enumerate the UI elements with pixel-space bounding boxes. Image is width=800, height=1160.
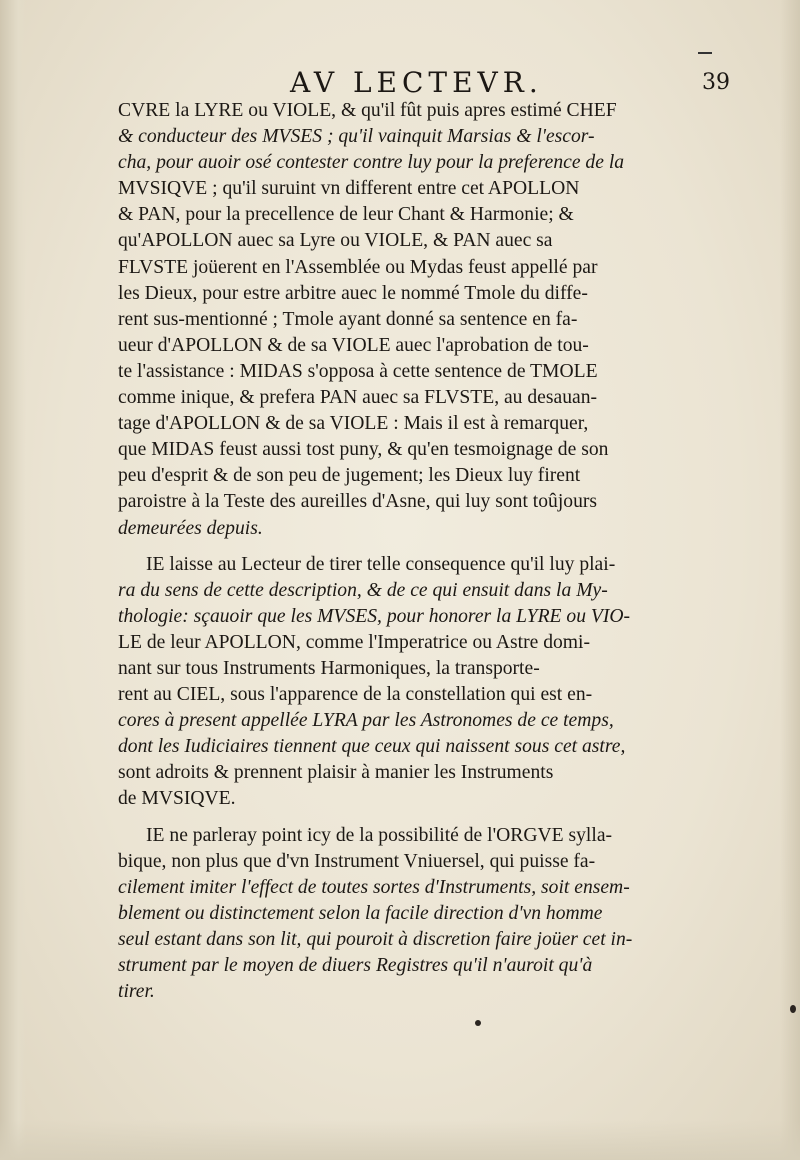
page-left-shadow xyxy=(0,0,26,1160)
text-line: strument par le moyen de diuers Registres qu'il n'auroit qu'à xyxy=(118,955,593,976)
text-line: paroistre à la Teste des aureilles d'Asne, qui luy sont toûjours xyxy=(118,491,598,513)
text-line: & PAN, pour la precellence de leur Chant & Harmonie; & xyxy=(118,204,574,226)
text-line: te l'assistance : MIDAS s'opposa à cette sentence de TMOLE xyxy=(118,360,598,382)
text-line: rent sus-mentionné ; Tmole ayant donné sa sentence en fa- xyxy=(118,308,578,330)
ink-mark xyxy=(698,52,712,54)
text-line: MVSIQVE ; qu'il suruint vn different entre cet APOLLON xyxy=(118,178,580,200)
text-line: tage d'APOLLON & de sa VIOLE : Mais il est à remarquer, xyxy=(118,413,589,435)
text-line: ueur d'APOLLON & de sa VIOLE auec l'aprobation de tou- xyxy=(118,334,589,356)
text-line: rent au CIEL, sous l'apparence de la constellation qui est en- xyxy=(118,684,593,706)
text-line: thologie: sçauoir que les MVSES, pour honorer la LYRE ou VIO- xyxy=(118,605,631,627)
text-line: que MIDAS feust aussi tost puny, & qu'en tesmoignage de son xyxy=(118,439,609,461)
text-line: bique, non plus que d'vn Instrument Vniuersel, qui puisse fa- xyxy=(118,850,596,872)
page-right-shadow xyxy=(780,0,800,1160)
text-line: les Dieux, pour estre arbitre auec le nommé Tmole du diffe- xyxy=(118,282,588,304)
ink-spot xyxy=(790,1005,796,1013)
text-line: demeurées depuis. xyxy=(118,517,263,539)
text-line: de MVSIQVE. xyxy=(118,788,236,810)
paragraph xyxy=(118,823,734,1006)
text-line: sont adroits & prennent plaisir à manier les Instruments xyxy=(118,762,554,784)
running-title: AV LECTEVR. xyxy=(290,66,543,99)
text-line: comme inique, & prefera PAN auec sa FLVSTE, au desauan- xyxy=(118,387,598,409)
page-bottom-shadow xyxy=(0,1120,800,1160)
text-line: FLVSTE joüerent en l'Assemblée ou Mydas feust appellé par xyxy=(118,256,598,278)
text-line: tirer. xyxy=(118,981,155,1003)
text-line: nant sur tous Instruments Harmoniques, la transporte- xyxy=(118,657,540,679)
text-line: seul estant dans son lit, qui pouroit à discretion faire joüer cet in- xyxy=(118,928,633,950)
text-line: peu d'esprit & de son peu de jugement; les Dieux luy firent xyxy=(118,465,581,487)
text-line: cilement imiter l'effect de toutes sortes d'Instruments, soit ensem- xyxy=(118,876,630,898)
paragraph xyxy=(118,552,734,813)
page-number: 39 xyxy=(702,70,730,95)
text-line: qu'APOLLON auec sa Lyre ou VIOLE, & PAN auec sa xyxy=(118,230,553,252)
text-line: ra du sens de cette description, & de ce qui ensuit dans la My- xyxy=(118,579,608,601)
text-line: & conducteur des MVSES ; qu'il vainquit Marsias & l'escor- xyxy=(118,126,595,148)
paragraph xyxy=(118,98,734,542)
text-line: CVRE la LYRE ou VIOLE, & qu'il fût puis apres estimé CHEF xyxy=(118,100,617,121)
body-text xyxy=(118,98,734,1005)
ink-spot xyxy=(475,1020,481,1026)
text-line: cores à present appellée LYRA par les Astronomes de ce temps, xyxy=(118,710,614,732)
text-line: IE laisse au Lecteur de tirer telle consequence qu'il luy plai- xyxy=(146,553,616,575)
text-line: blement ou distinctement selon la facile direction d'vn homme xyxy=(118,902,603,924)
text-line: dont les Iudiciaires tiennent que ceux qui naissent sous cet astre, xyxy=(118,736,626,758)
text-line: cha, pour auoir osé contester contre luy pour la preference de la xyxy=(118,152,625,174)
text-line: LE de leur APOLLON, comme l'Imperatrice ou Astre domi- xyxy=(118,631,591,653)
text-line: IE ne parleray point icy de la possibilité de l'ORGVE sylla- xyxy=(146,824,613,846)
